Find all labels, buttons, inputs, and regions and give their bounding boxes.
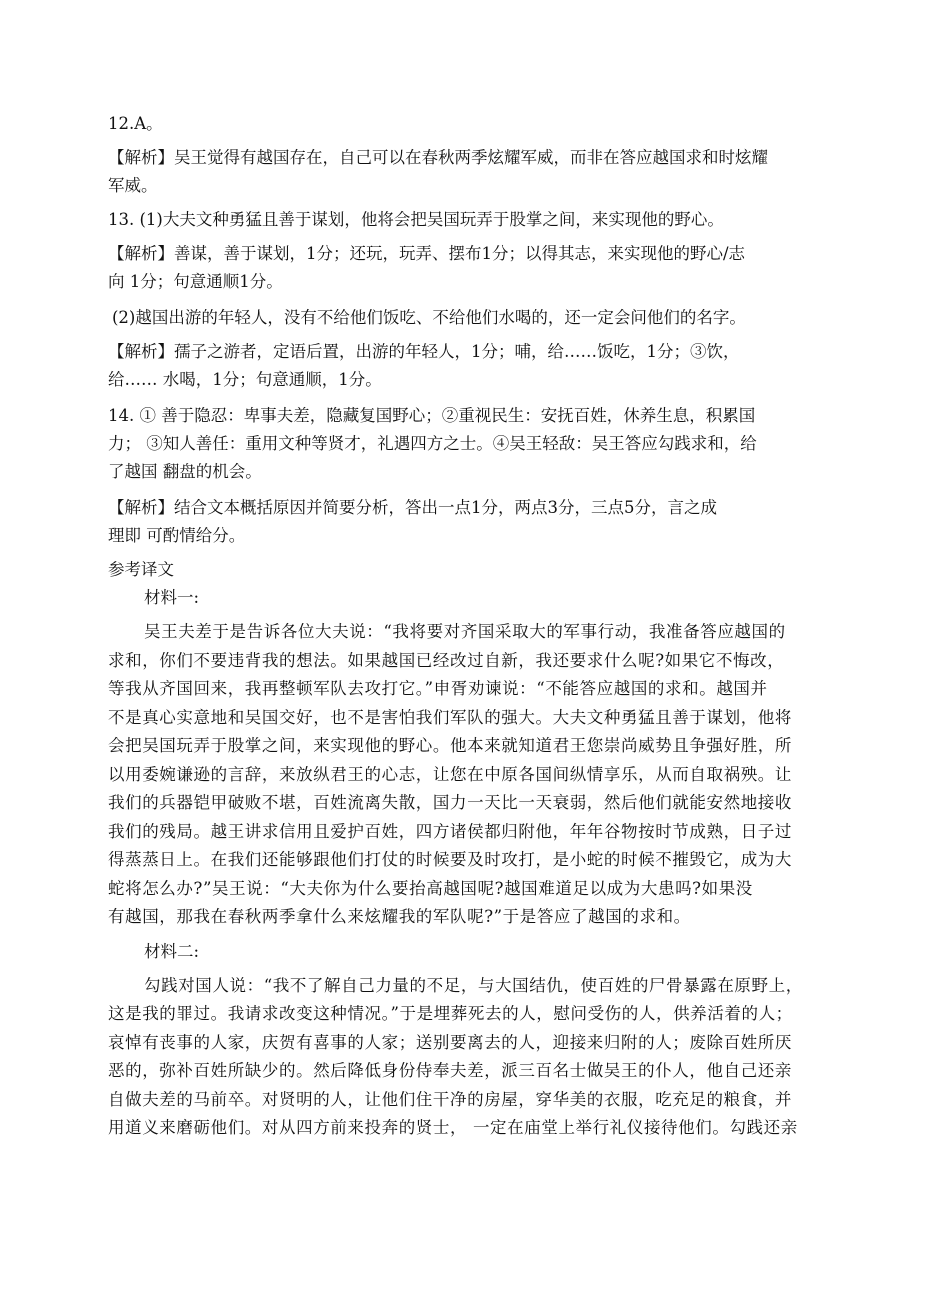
- q13-part1: 13. (1)大夫文种勇猛且善于谋划，他将会把吴国玩弄于股掌之间，来实现他的野心。: [108, 210, 724, 229]
- material2-line-3: 哀悼有丧事的人家，庆贺有喜事的人家；送别要离去的人，迎接来归附的人；废除百姓所厌: [108, 1032, 792, 1052]
- material1-line-2: 求和，你们不要违背我的想法。如果越国已经改过自新，我还要求什么呢?如果它不悔改，: [108, 650, 785, 670]
- material2-line-6: 用道义来磨砺他们。对从四方前来投奔的贤士， 一定在庙堂上举行礼仪接待他们。勾践还亲: [108, 1118, 798, 1137]
- q12-answer: 12.A。: [108, 114, 163, 133]
- q14-analysis-line-2: 理即 可酌情给分。: [108, 526, 246, 545]
- q14-answer-line-2: 力； ③知人善任：重用文种等贤才，礼遇四方之士。④吴王轻敌：吴王答应勾践求和，给: [108, 434, 757, 453]
- q12-analysis-line-1: 【解析】吴王觉得有越国存在，自己可以在春秋两季炫耀军威，而非在答应越国求和时炫耀: [108, 148, 768, 167]
- material1-line-4: 不是真心实意地和吴国交好，也不是害怕我们军队的强大。大夫文种勇猛且善于谋划，他将: [108, 707, 792, 727]
- material1-line-11: 有越国，那我在春秋两季拿什么来炫耀我的军队呢?”于是答应了越国的求和。: [108, 907, 691, 926]
- material2-line-4: 恶的，弥补百姓所缺少的。然后降低身份侍奉夫差，派三百名士做吴王的仆人，他自己还亲: [108, 1061, 792, 1080]
- material1-line-6: 以用委婉谦逊的言辞，来放纵君王的心志，让您在中原各国间纵情享乐，从而自取祸殃。让: [108, 764, 792, 784]
- material1-label: 材料一:: [144, 588, 200, 607]
- q14-analysis-line-1: 【解析】结合文本概括原因并简要分析，答出一点1分，两点3分，三点5分，言之成: [108, 498, 717, 517]
- q14-answer-line-1: 14. ① 善于隐忍：卑事夫差，隐藏复国野心；②重视民生：安抚百姓，休养生息，积累国: [108, 406, 756, 425]
- document-page: [108, 110, 848, 1143]
- material2-label: 材料二:: [144, 941, 200, 961]
- material2-line-1: 勾践对国人说：“我不了解自己力量的不足，与大国结仇，使百姓的尸骨暴露在原野上，: [144, 975, 803, 995]
- q13-part2-analysis-line-1: 【解析】孺子之游者，定语后置，出游的年轻人，1分；哺，给……饭吃，1分；③饮，: [108, 342, 740, 361]
- material1-line-10: 蛇将怎么办?”吴王说：“大夫你为什么要抬高越国呢?越国难道足以成为大患吗?如果没: [108, 878, 753, 898]
- material1-line-7: 我们的兵器铠甲破败不堪，百姓流离失散，国力一天比一天衰弱，然后他们就能安然地接收: [108, 793, 792, 812]
- q13-part1-analysis-line-1: 【解析】善谋，善于谋划，1分；还玩，玩弄、摆布1分；以得其志，来实现他的野心/志: [108, 244, 746, 263]
- material1-line-3: 等我从齐国回来，我再整顿军队去攻打它。”申胥劝谏说：“不能答应越国的求和。越国并: [108, 679, 768, 698]
- q14-answer-line-3: 了越国 翻盘的机会。: [108, 462, 262, 481]
- material1-line-9: 得蒸蒸日上。在我们还能够跟他们打仗的时候要及时攻打，是小蛇的时候不摧毁它，成为大: [108, 850, 792, 869]
- material2-line-2: 这是我的罪过。我请求改变这种情况。”于是埋葬死去的人，慰问受伤的人，供养活着的人；: [108, 1004, 793, 1023]
- q13-part2-analysis-line-2: 给…… 水喝，1分；句意通顺，1分。: [108, 370, 382, 389]
- q12-analysis-line-2: 军威。: [108, 176, 158, 195]
- material1-line-5: 会把吴国玩弄于股掌之间，来实现他的野心。他本来就知道君王您崇尚威势且争强好胜，所: [108, 736, 792, 755]
- translation-heading: 参考译文: [108, 560, 174, 579]
- q13-part2: (2)越国出游的年轻人，没有不给他们饭吃、不给他们水喝的，还一定会问他们的名字。: [112, 308, 746, 327]
- q13-part1-analysis-line-2: 向 1分；句意通顺1分。: [108, 272, 283, 291]
- material1-line-1: 吴王夫差于是告诉各位大夫说：“我将要对齐国采取大的军事行动，我准备答应越国的: [144, 622, 786, 641]
- material2-line-5: 自做夫差的马前卒。对贤明的人，让他们住干净的房屋，穿华美的衣服，吃充足的粮食，并: [108, 1089, 792, 1109]
- material1-line-8: 我们的残局。越王讲求信用且爱护百姓，四方诸侯都归附他，年年谷物按时节成熟，日子过: [108, 821, 792, 841]
